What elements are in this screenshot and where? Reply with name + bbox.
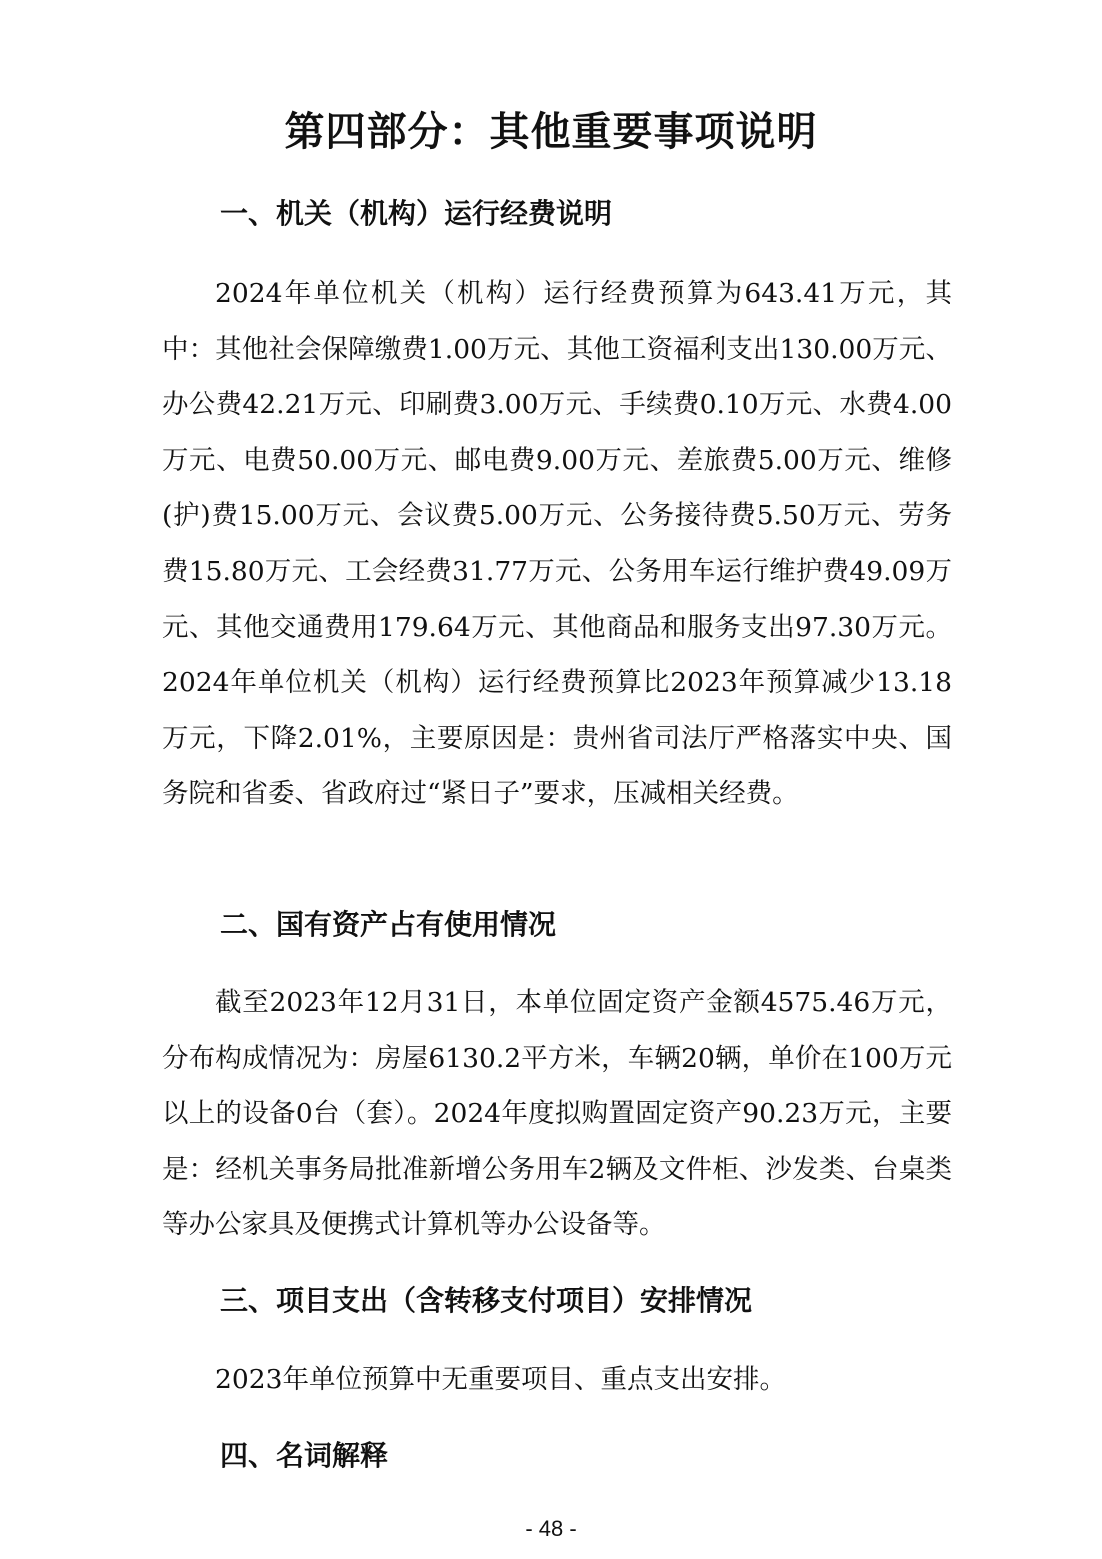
page-title: 第四部分：其他重要事项说明 xyxy=(284,109,818,155)
page-number: - 48 - xyxy=(525,1516,577,1541)
section-paragraph-2: 截至2023年12月31日，本单位固定资产金额4575.46万元，分布构成情况为：房屋6130.2平方米，车辆20辆，单价在100万元以上的设备0台（套）。2024年度拟购置固定资产90.23万元，主要是：经机关事务局批准新增公务用车2辆及文件柜、沙发类、台桌类等办公家具及便携式计算机等办公设备等。 xyxy=(162,987,952,1241)
section-paragraph-3: 2023年单位预算中无重要项目、重点支出安排。 xyxy=(215,1364,786,1395)
section-paragraph-1: 2024年单位机关（机构）运行经费预算为643.41万元，其中：其他社会保障缴费1.00万元、其他工资福利支出130.00万元、办公费42.21万元、印刷费3.00万元、手续费0.10万元、水费4.00万元、电费50.00万元、邮电费9.00万元、差旅费5.00万元、维修(护)费15.00万元、会议费5.00万元、公务接待费5.50万元、劳务费15.80万元、工会经费31.77万元、公务用车运行维护费49.09万元、其他交通费用179.64万元、其他商品和服务支出97.30万元。2024年单位机关（机构）运行经费预算比2023年预算减少13.18万元，下降2.01%，主要原因是：贵州省司法厅严格落实中央、国务院和省委、省政府过“紧日子”要求，压减相关经费。 xyxy=(162,278,952,810)
section-heading-1: 一、机关（机构）运行经费说明 xyxy=(220,197,613,230)
section-heading-4: 四、名词解释 xyxy=(220,1439,389,1472)
section-heading-2: 二、国有资产占有使用情况 xyxy=(220,908,557,941)
section-heading-3: 三、项目支出（含转移支付项目）安排情况 xyxy=(220,1284,753,1317)
